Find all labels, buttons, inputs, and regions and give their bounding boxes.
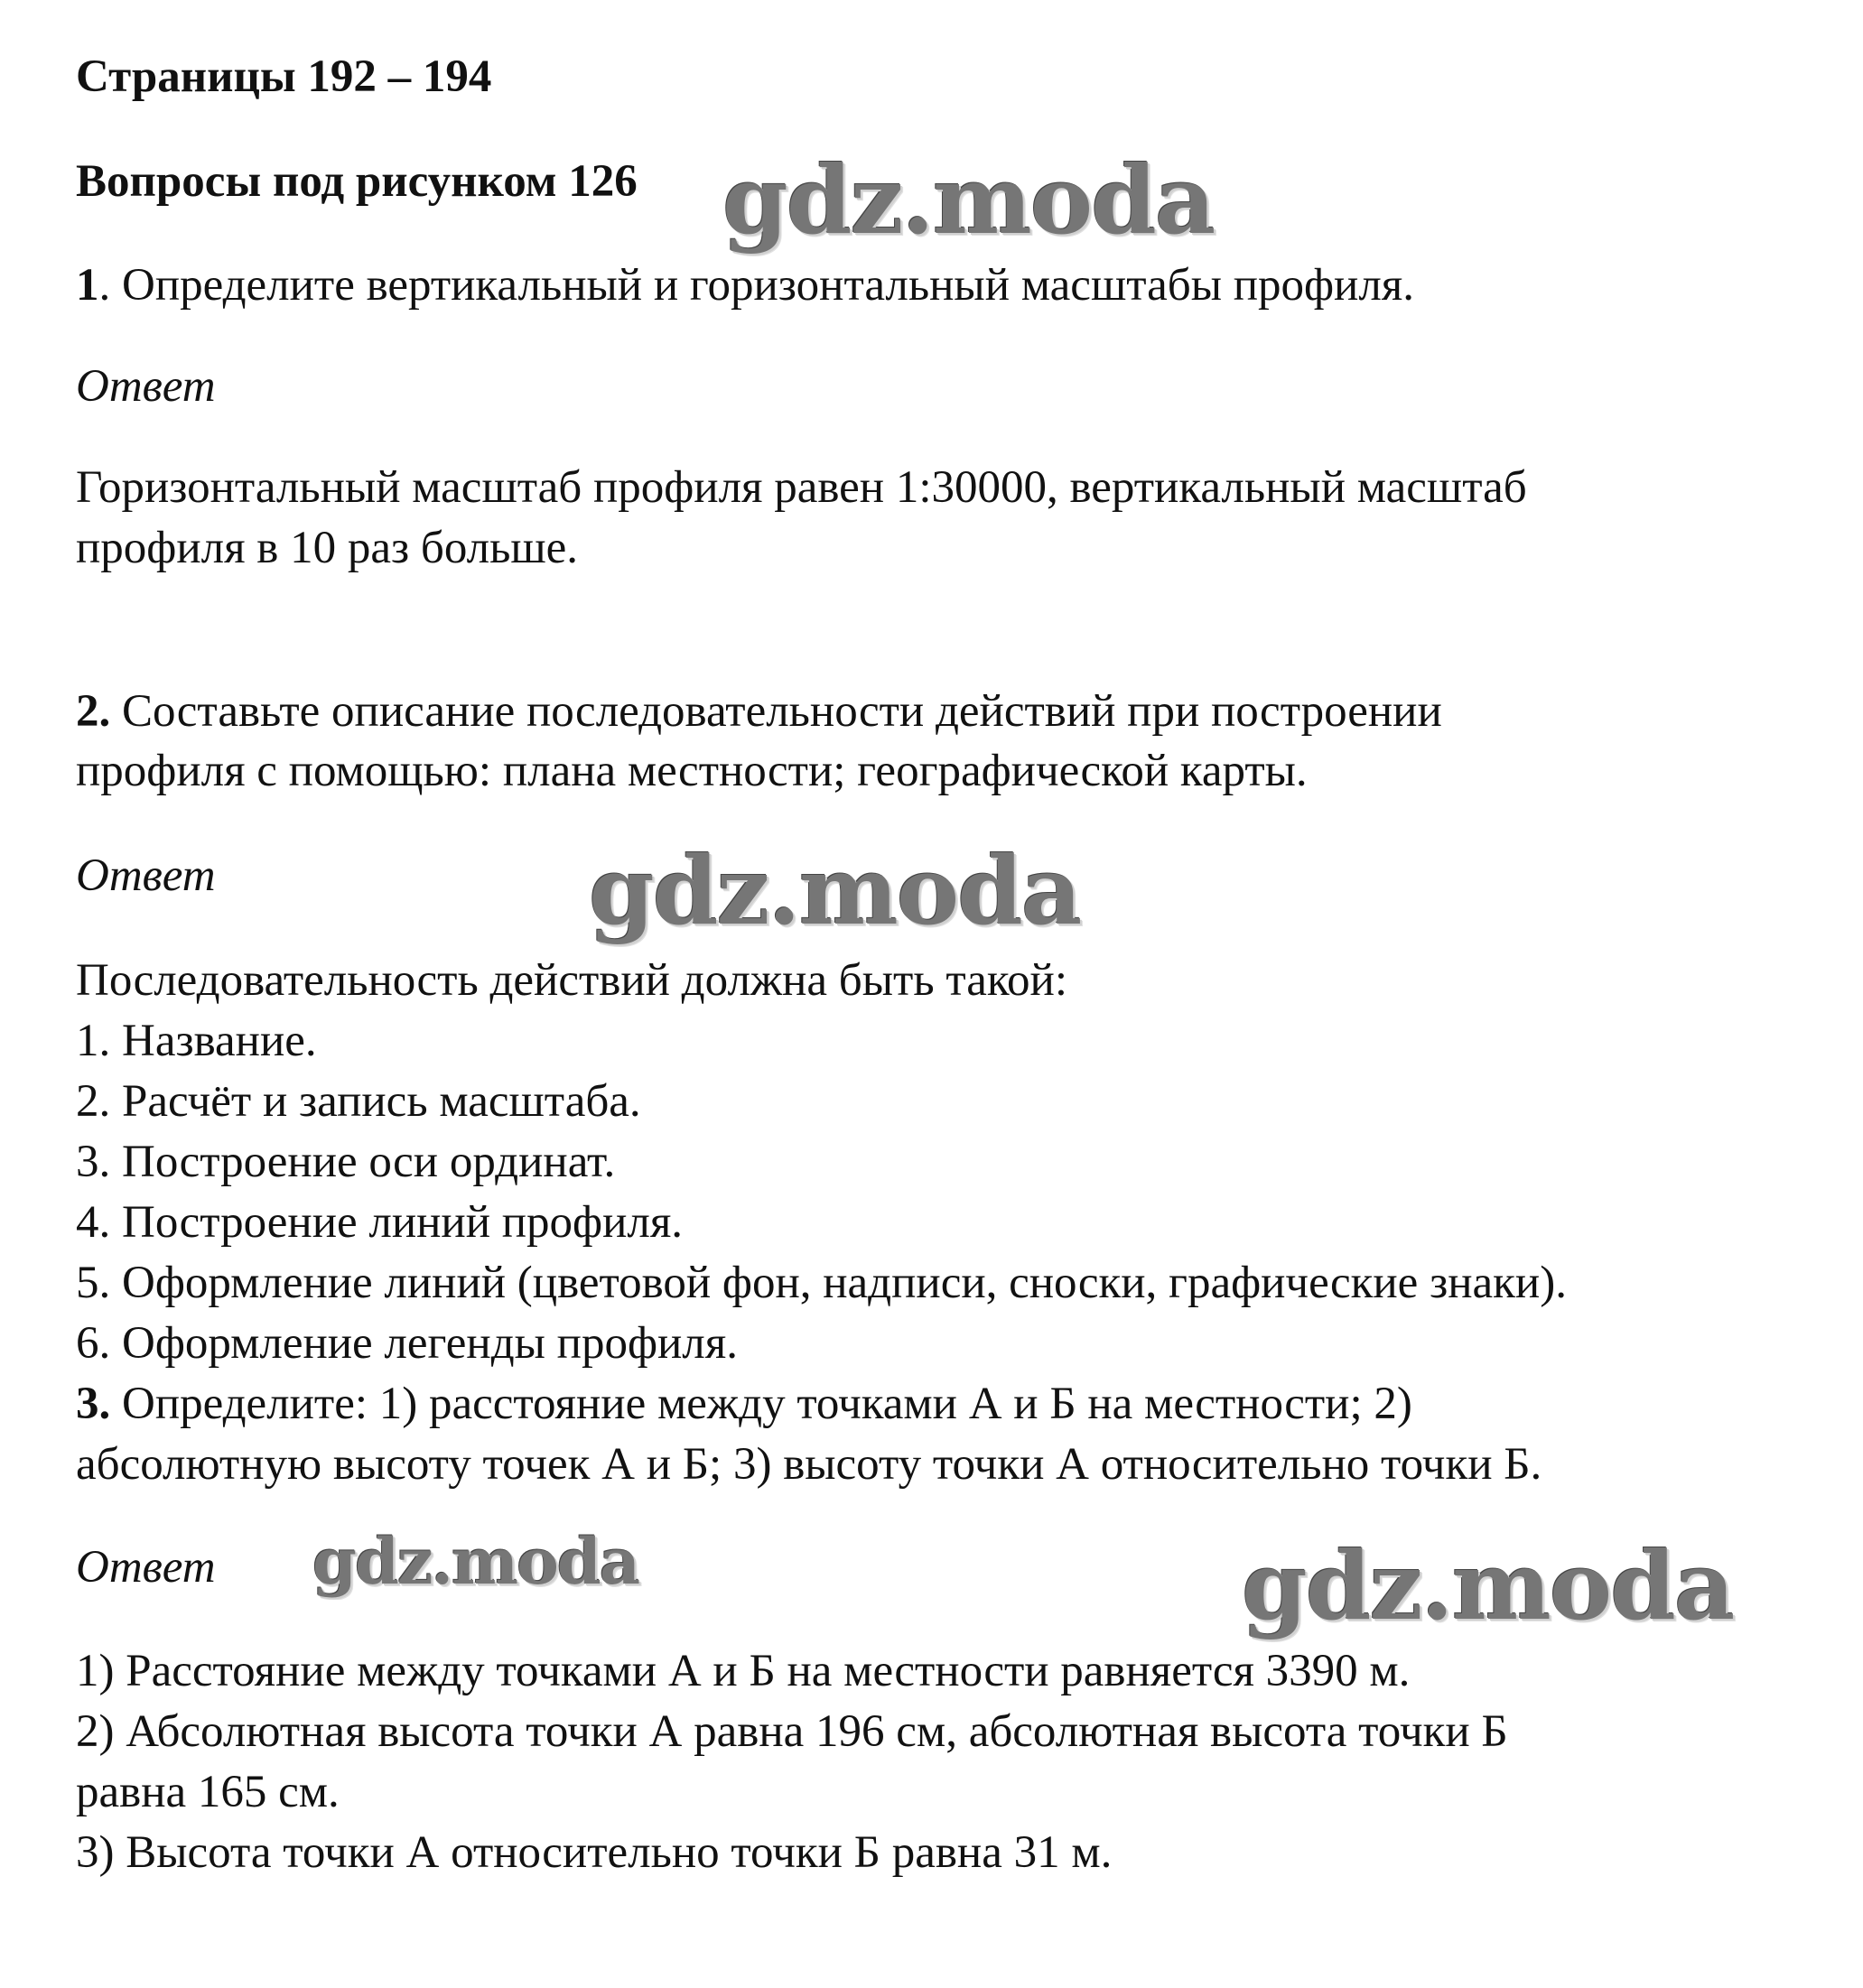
answer-2-intro: Последовательность действий должна быть такой:: [76, 955, 1068, 1006]
watermark-logo: gdz.moda: [1242, 1530, 1734, 1641]
watermark-logo: gdz.moda: [589, 835, 1081, 946]
answer-2-step-5: 5. Оформление линий (цветовой фон, надписи, сноски, графические знаки).: [76, 1258, 1567, 1308]
question-3-text-line-1: Определите: 1) расстояние между точками А и Б на местности; 2): [110, 1379, 1412, 1429]
answer-2-step-2: 2. Расчёт и запись масштаба.: [76, 1076, 641, 1127]
question-2-number: 2.: [76, 686, 111, 737]
answer-2-step-1: 1. Название.: [76, 1016, 317, 1066]
page-range-title: Страницы 192 – 194: [76, 51, 492, 102]
answer-3-line-1: 1) Расстояние между точками А и Б на местности равняется 3390 м.: [76, 1646, 1411, 1696]
answer-2-step-6: 6. Оформление легенды профиля.: [76, 1318, 738, 1369]
question-2: [76, 682, 1442, 741]
answer-1-line-1: Горизонтальный масштаб профиля равен 1:30000, вертикальный масштаб: [76, 462, 1527, 513]
answer-3-line-3: равна 165 см.: [76, 1767, 340, 1817]
answer-2-step-4: 4. Построение линий профиля.: [76, 1197, 684, 1248]
answer-2-step-3: 3. Построение оси ординат.: [76, 1137, 616, 1187]
watermark-logo: gdz.moda: [722, 144, 1215, 255]
question-2-text-line-2: профиля с помощью: плана местности; географической карты.: [76, 746, 1308, 796]
question-1-number: 1: [76, 260, 99, 311]
section-title: Вопросы под рисунком 126: [76, 156, 638, 207]
question-1: [76, 255, 1414, 315]
answer-1-label: Ответ: [76, 361, 216, 412]
question-2-text-line-1: Составьте описание последовательности действий при построении: [110, 686, 1442, 737]
answer-2-label: Ответ: [76, 850, 216, 901]
answer-3-label: Ответ: [76, 1542, 216, 1593]
question-3-text-line-2: абсолютную высоту точек А и Б; 3) высоту точки А относительно точки Б.: [76, 1439, 1542, 1490]
question-1-text: . Определите вертикальный и горизонтальный масштабы профиля.: [98, 260, 1415, 311]
answer-1-line-2: профиля в 10 раз больше.: [76, 523, 579, 573]
watermark-logo: gdz.moda: [312, 1524, 639, 1599]
question-3-number: 3.: [76, 1379, 111, 1429]
answer-3-line-2: 2) Абсолютная высота точки А равна 196 см, абсолютная высота точки Б: [76, 1706, 1508, 1757]
question-3: [76, 1374, 1412, 1434]
answer-3-line-4: 3) Высота точки А относительно точки Б равна 31 м.: [76, 1827, 1113, 1878]
